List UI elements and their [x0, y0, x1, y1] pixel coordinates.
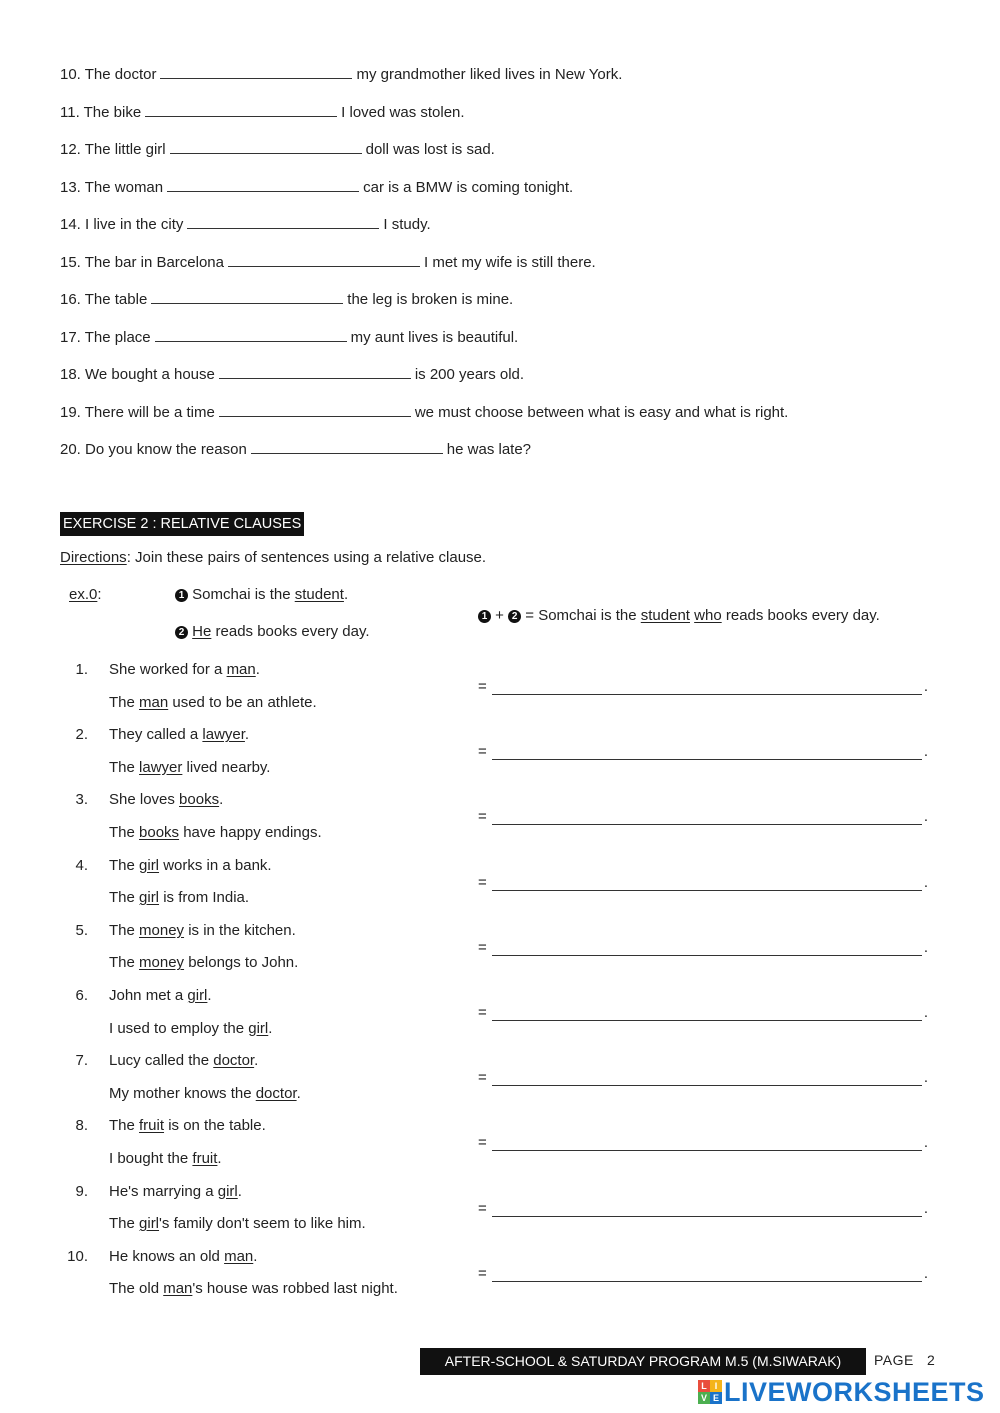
period: . — [923, 678, 928, 695]
example-sentence-1: 1 Somchai is the student. — [175, 586, 348, 603]
item-prefix: 11. The bike — [60, 103, 142, 121]
equals-sign: = — [478, 873, 487, 891]
answer-line[interactable] — [478, 874, 928, 894]
answer-line[interactable] — [478, 743, 928, 763]
period: . — [923, 1134, 928, 1152]
exercise1-item — [60, 179, 573, 196]
answer-blank[interactable] — [219, 366, 411, 379]
answer-blank[interactable] — [219, 404, 411, 417]
question-sentence: The girl is from India. — [109, 889, 250, 907]
question-sentence: I used to employ the girl. — [109, 1019, 273, 1037]
question-sentence: The books have happy endings. — [109, 823, 322, 841]
answer-underline[interactable] — [492, 759, 922, 760]
answer-line[interactable] — [478, 1200, 928, 1220]
number-1-icon: 1 — [478, 610, 491, 623]
example-sentence-2: 2 He reads books every day. — [175, 623, 370, 640]
question-sentence: She worked for a man. — [109, 661, 260, 678]
answer-underline[interactable] — [492, 694, 922, 695]
item-suffix: is 200 years old. — [414, 366, 525, 383]
item-suffix: car is a BMW is coming tonight. — [363, 178, 574, 196]
item-suffix: my grandmother liked lives in New York. — [356, 66, 623, 83]
directions-text: : Join these pairs of sentences using a relative clause. — [126, 549, 487, 566]
question-number: 1. — [75, 661, 88, 678]
equals-sign: = — [478, 1264, 487, 1282]
question-sentence: Lucy called the doctor. — [109, 1052, 259, 1070]
period: . — [923, 1264, 928, 1282]
exercise1-item — [60, 104, 465, 121]
page-indicator: PAGE 2 — [874, 1352, 936, 1368]
item-suffix: he was late? — [446, 441, 532, 458]
question-sentence: I bought the fruit. — [109, 1149, 222, 1167]
exercise2-heading: EXERCISE 2 : RELATIVE CLAUSES — [60, 512, 304, 536]
directions — [60, 549, 486, 566]
exercise1-item — [60, 291, 513, 308]
answer-line[interactable] — [478, 678, 928, 698]
period: . — [923, 938, 928, 956]
answer-line[interactable] — [478, 939, 928, 959]
item-suffix: doll was lost is sad. — [365, 141, 495, 158]
question-sentence: The lawyer lived nearby. — [109, 758, 271, 776]
answer-line[interactable] — [478, 1265, 928, 1285]
item-suffix: my aunt lives is beautiful. — [350, 328, 519, 346]
question-sentence: They called a lawyer. — [109, 726, 250, 744]
exercise1-item — [60, 404, 788, 421]
answer-blank[interactable] — [151, 291, 343, 304]
item-prefix: 20. Do you know the reason — [60, 441, 247, 458]
answer-underline[interactable] — [492, 1150, 922, 1151]
question-number: 9. — [75, 1182, 88, 1200]
answer-underline[interactable] — [492, 1281, 922, 1282]
item-prefix: 10. The doctor — [60, 66, 157, 83]
item-suffix: I study. — [383, 216, 431, 233]
answer-blank[interactable] — [160, 66, 352, 79]
item-suffix: I met my wife is still there. — [424, 253, 596, 271]
number-2-icon: 2 — [175, 626, 188, 639]
answer-blank[interactable] — [155, 329, 347, 342]
answer-blank[interactable] — [145, 104, 337, 117]
question-sentence: The man used to be an athlete. — [109, 693, 317, 711]
answer-line[interactable] — [478, 1134, 928, 1154]
item-suffix: the leg is broken is mine. — [347, 291, 514, 308]
item-suffix: we must choose between what is easy and what is right. — [414, 403, 789, 421]
answer-line[interactable] — [478, 1069, 928, 1089]
example-answer: 1 + 2 = Somchai is the student who reads books every day. — [478, 607, 880, 624]
answer-line[interactable] — [478, 1004, 928, 1024]
item-prefix: 18. We bought a house — [60, 366, 215, 383]
answer-blank[interactable] — [251, 441, 443, 454]
equals-sign: = — [478, 1199, 487, 1217]
answer-underline[interactable] — [492, 955, 922, 956]
equals-sign: = — [478, 808, 487, 826]
logo-grid-icon — [698, 1380, 722, 1404]
equals-sign: = — [478, 743, 487, 761]
equals-sign: = — [478, 1004, 487, 1021]
item-prefix: 14. I live in the city — [60, 216, 184, 233]
question-number: 7. — [75, 1052, 88, 1070]
answer-underline[interactable] — [492, 1085, 922, 1086]
answer-underline[interactable] — [492, 890, 922, 891]
answer-underline[interactable] — [492, 1216, 922, 1217]
period: . — [923, 808, 928, 826]
item-prefix: 19. There will be a time — [60, 403, 215, 421]
item-prefix: 13. The woman — [60, 178, 164, 196]
question-sentence: My mother knows the doctor. — [109, 1084, 301, 1102]
question-number: 8. — [75, 1117, 88, 1135]
exercise1-item — [60, 366, 524, 383]
period: . — [923, 873, 928, 891]
equals-sign: = — [478, 1134, 487, 1152]
question-sentence: John met a girl. — [109, 987, 212, 1004]
period: . — [923, 1199, 928, 1217]
logo-letter-v: V — [698, 1392, 710, 1404]
period: . — [923, 1069, 928, 1087]
question-number: 10. — [67, 1247, 88, 1265]
equals-sign: = — [478, 678, 487, 695]
question-number: 2. — [75, 726, 88, 744]
logo-text: LIVEWORKSHEETS — [724, 1377, 985, 1407]
period: . — [923, 1004, 928, 1021]
logo-letter-i: I — [710, 1380, 722, 1392]
question-sentence: The money belongs to John. — [109, 954, 299, 972]
directions-label: Directions — [60, 549, 127, 566]
answer-underline[interactable] — [492, 1020, 922, 1021]
exercise1-item — [60, 216, 431, 233]
equals-sign: = — [478, 938, 487, 956]
period: . — [923, 743, 928, 761]
logo-letter-l: L — [698, 1380, 710, 1392]
answer-blank[interactable] — [228, 254, 420, 267]
exercise1-item — [60, 329, 518, 346]
answer-underline[interactable] — [492, 824, 922, 825]
question-sentence: The old man's house was robbed last night. — [109, 1280, 398, 1298]
item-prefix: 17. The place — [60, 328, 151, 346]
question-sentence: The girl works in a bank. — [109, 856, 272, 874]
logo-letter-e: E — [710, 1392, 722, 1404]
question-number: 6. — [75, 987, 88, 1004]
item-prefix: 12. The little girl — [60, 141, 166, 158]
question-number: 5. — [75, 921, 88, 939]
answer-blank[interactable] — [170, 141, 362, 154]
question-sentence: The money is in the kitchen. — [109, 921, 296, 939]
question-sentence: He's marrying a girl. — [109, 1182, 242, 1200]
exercise1-item — [60, 441, 531, 458]
equals-sign: = — [478, 1069, 487, 1087]
example-label: ex.0: — [69, 586, 102, 603]
number-2-icon: 2 — [508, 610, 521, 623]
answer-blank[interactable] — [187, 216, 379, 229]
answer-blank[interactable] — [167, 179, 359, 192]
question-sentence: He knows an old man. — [109, 1247, 258, 1265]
question-number: 3. — [75, 791, 88, 809]
answer-line[interactable] — [478, 808, 928, 828]
question-sentence: She loves books. — [109, 791, 224, 809]
exercise1-item — [60, 66, 622, 83]
item-prefix: 16. The table — [60, 291, 148, 308]
program-banner: AFTER-SCHOOL & SATURDAY PROGRAM M.5 (M.SIWARAK) — [420, 1348, 866, 1375]
exercise1-item — [60, 254, 596, 271]
question-sentence: The girl's family don't seem to like him. — [109, 1215, 366, 1233]
item-prefix: 15. The bar in Barcelona — [60, 253, 224, 271]
number-1-icon: 1 — [175, 589, 188, 602]
exercise1-item — [60, 141, 495, 158]
question-sentence: The fruit is on the table. — [109, 1117, 266, 1135]
item-suffix: I loved was stolen. — [341, 103, 465, 121]
question-number: 4. — [75, 856, 88, 874]
